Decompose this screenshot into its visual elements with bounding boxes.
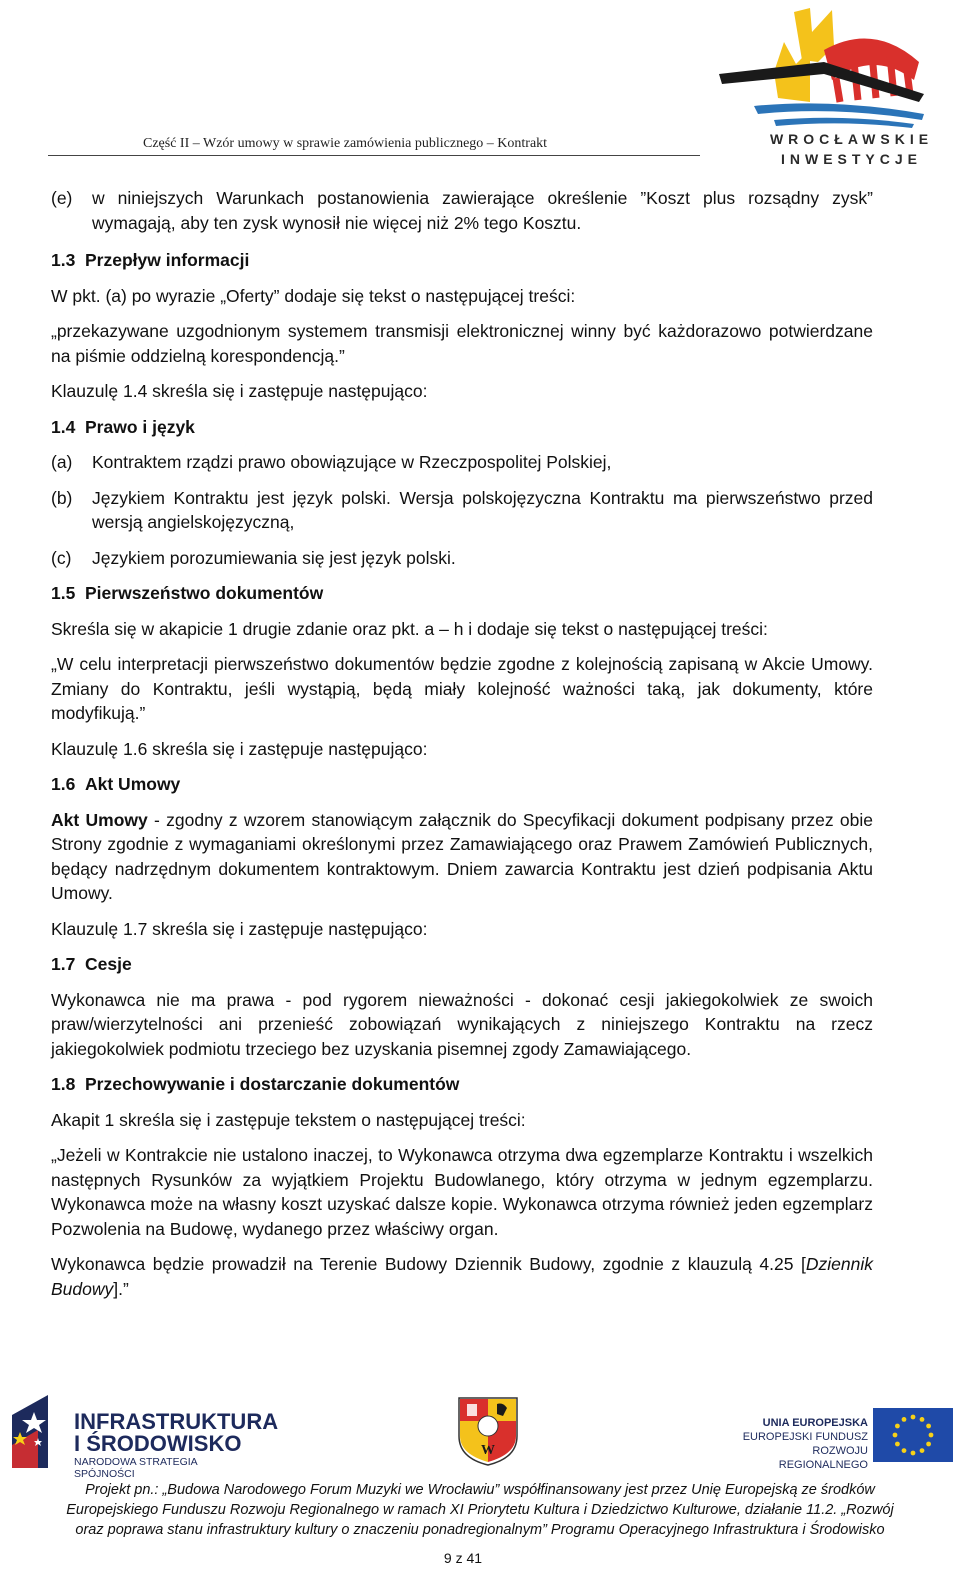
list-label: (a) — [51, 452, 73, 472]
list-text: Językiem porozumiewania się jest język polski. — [92, 547, 456, 568]
document-body — [51, 186, 873, 1301]
section-title: Pierwszeństwo dokumentów — [85, 583, 324, 603]
section-heading-1-6 — [51, 772, 873, 797]
page-number: 9 z 41 — [443, 1550, 483, 1566]
logo-text-inwestycje: INWESTYCJE — [780, 151, 922, 167]
infra-title-line2: I ŚRODOWISKO — [74, 1431, 242, 1456]
infra-title-line1: INFRASTRUKTURA — [74, 1409, 279, 1434]
wroclawskie-inwestycje-logo — [714, 2, 939, 172]
section-number: 1.4 — [51, 416, 76, 437]
list-label: (c) — [51, 547, 72, 568]
quoted-paragraph: „W celu interpretacji pierwszeństwo dokumentów będzie zgodne z kolejnością zapisaną w Akcie Umowy. Zmiany do Kontraktu, jeśli wystąpią, będą miały kolejność ważności taką, jak dokumenty, które modyfikują.” — [51, 654, 873, 723]
section-title: Cesje — [85, 954, 132, 974]
paragraph: Klauzulę 1.7 skreśla się i zastępuje następująco: — [51, 918, 428, 939]
infrastruktura-title — [74, 1411, 278, 1455]
section-number: 1.5 — [51, 583, 76, 603]
section-heading-1-4 — [51, 415, 873, 440]
list-label: (e) — [51, 188, 73, 208]
infra-subtitle: NARODOWA STRATEGIA SPÓJNOŚCI — [74, 1456, 198, 1480]
section-number: 1.6 — [51, 774, 76, 794]
list-text: w niniejszych Warunkach postanowienia zawierające określenie ”Koszt plus rozsądny zysk” wymagają, aby ten zysk wynosił nie więcej niż 2% tego Kosztu. — [92, 188, 873, 233]
header-divider — [48, 155, 700, 156]
section-heading-1-8 — [51, 1072, 873, 1097]
eu-flag-icon — [873, 1408, 953, 1462]
definition-text: - zgodny z wzorem stanowiącym załącznik do Specyfikacji dokument podpisany przez obie Strony zgodnie z wymaganiami określonymi przez Zamawiającego oraz Prawem Zamówień Publicznych, będący nadrzędnym dokumentem kontraktowym. Dniem zawarcia Kontraktu jest dzień podpisania Aktu Umowy. — [51, 809, 874, 903]
paragraph-dziennik-budowy — [51, 1252, 873, 1301]
infrastruktura-srodowisko-logo — [8, 1390, 279, 1480]
eu-text — [725, 1416, 868, 1472]
list-label: (b) — [51, 487, 73, 508]
coat-of-arms-icon — [457, 1396, 519, 1466]
section-title: Przechowywanie i dostarczanie dokumentów — [85, 1074, 460, 1094]
paragraph-text: Wykonawca będzie prowadził na Terenie Budowy Dziennik Budowy, zgodnie z klauzulą 4.25 [ — [51, 1254, 806, 1274]
section-title: Przepływ informacji — [85, 250, 250, 270]
section-heading-1-5 — [51, 581, 873, 606]
italic-reference: Dziennik Budowy — [51, 1254, 873, 1299]
quoted-paragraph: „przekazywane uzgodnionym systemem transmisji elektronicznej winny być każdorazowo potwierdzane na piśmie oddzielną korespondencją.” — [51, 321, 873, 366]
paragraph: Klauzulę 1.6 skreśla się i zastępuje następująco: — [51, 738, 428, 759]
section-number: 1.7 — [51, 954, 76, 974]
svg-text:W: W — [481, 1443, 495, 1458]
paragraph: Akapit 1 skreśla się i zastępuje tekstem o następującej treści: — [51, 1109, 526, 1130]
section-number: 1.3 — [51, 250, 76, 270]
list-item-b — [51, 486, 873, 535]
eu-line3: ROZWOJU REGIONALNEGO — [778, 1445, 868, 1471]
header-title: Część II – Wzór umowy w sprawie zamówienia publicznego – Kontrakt — [143, 136, 548, 151]
wroclaw-coat-of-arms — [457, 1396, 519, 1466]
section-title: Akt Umowy — [85, 774, 181, 794]
footer-note-line1: Projekt pn.: „Budowa Narodowego Forum Muzyki we Wrocławiu” współfinansowany jest przez Unię Europejską ze środków — [85, 1482, 875, 1498]
eu-line1: UNIA EUROPEJSKA — [762, 1417, 868, 1429]
list-text: Językiem Kontraktu jest język polski. Wersja polskojęzyczna Kontraktu ma pierwszeństwo przed wersją angielskojęzyczną, — [92, 487, 873, 532]
list-item-a — [51, 450, 873, 475]
bridge-logo-icon — [714, 2, 939, 132]
footer-note-line2: Europejskiego Funduszu Rozwoju Regionalnego w ramach XI Priorytetu Kultura i Dziedzictwo Kulturowe, działanie 11.2. „Rozwój — [66, 1502, 894, 1518]
paragraph: Wykonawca nie ma prawa - pod rygorem nieważności - dokonać cesji jakiegokolwiek ze swoich praw/wierzytelności ani przenieść zobowiązań wynikających z niniejszego Kontraktu na rzecz jakiegokolwiek podmiotu trzeciego bez uzyskania pisemnej zgody Zamawiającego. — [51, 989, 873, 1059]
paragraph: Skreśla się w akapicie 1 drugie zdanie oraz pkt. a – h i dodaje się tekst o następującej treści: — [51, 618, 768, 639]
footer-note-line3: oraz poprawa stanu infrastruktury kultury o znaczeniu ponadregionalnym” Programu Operacyjnego Infrastruktura i Środowisko — [75, 1522, 885, 1538]
fundusze-europejskie-icon — [8, 1390, 68, 1475]
eu-line2: EUROPEJSKI FUNDUSZ — [742, 1431, 868, 1443]
quoted-paragraph: „Jeżeli w Kontrakcie nie ustalono inaczej, to Wykonawca otrzyma dwa egzemplarze Kontraktu i wszelkich następnych Rysunków za wyjątkiem Projektu Budowlanego, który otrzyma w jednym egzemplarzu. Wykonawca może na własny koszt uzyskać dalsze kopie. Wykonawca otrzyma również jeden egzemplarz Pozwolenia na Budowę, wydanego przez właściwy organ. — [51, 1145, 873, 1239]
logo-text-wroclawskie: WROCŁAWSKIE — [769, 131, 934, 147]
paragraph-text: ].” — [113, 1278, 129, 1299]
footer-logos — [0, 1390, 960, 1480]
section-title: Prawo i język — [85, 416, 195, 437]
paragraph: W pkt. (a) po wyrazie „Oferty” dodaje się tekst o następującej treści: — [51, 285, 576, 306]
defined-term: Akt Umowy — [51, 809, 148, 830]
list-item-c — [51, 546, 873, 571]
list-item-e — [51, 186, 873, 235]
section-heading-1-3 — [51, 248, 873, 273]
paragraph: Klauzulę 1.4 skreśla się i zastępuje następująco: — [51, 381, 428, 401]
section-number: 1.8 — [51, 1074, 76, 1094]
footer-project-note — [40, 1480, 920, 1540]
definition-paragraph — [51, 808, 873, 906]
list-text: Kontraktem rządzi prawo obowiązujące w Rzeczpospolitej Polskiej, — [92, 452, 612, 472]
section-heading-1-7 — [51, 952, 873, 977]
